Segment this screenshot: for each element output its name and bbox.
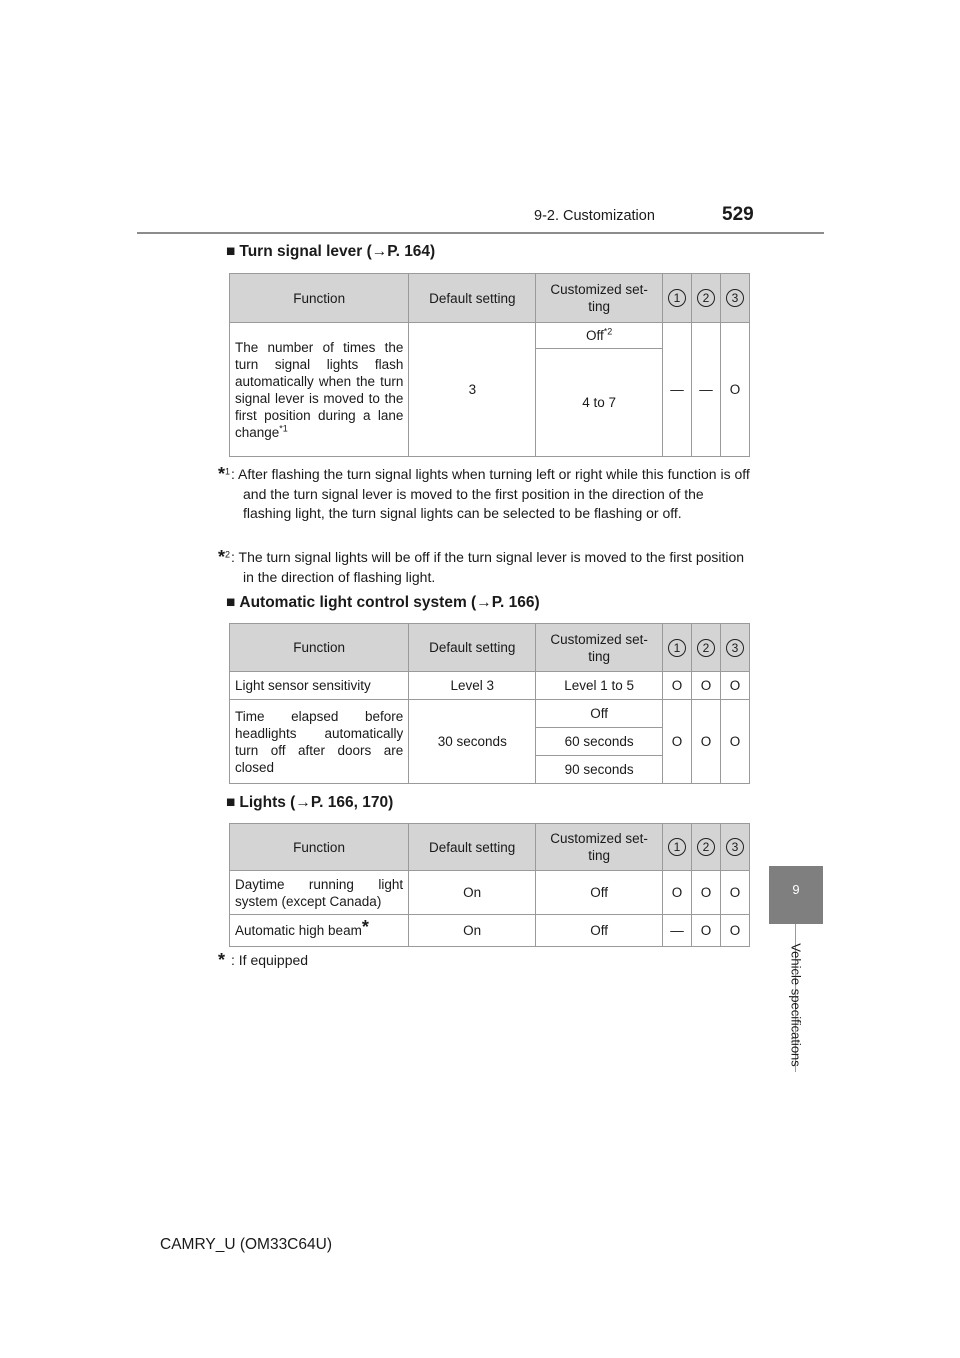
table-row bbox=[230, 915, 750, 947]
section-title-turn-signal: ■ Turn signal lever (→P. 164) bbox=[226, 243, 436, 260]
default-cell: Level 3 bbox=[409, 672, 536, 700]
chapter-number: 9 bbox=[792, 882, 800, 897]
function-cell: The number of times the turn signal lights flash automatically when the turn signal lever is moved to the first position during a lane change$^{*1}$ bbox=[230, 323, 409, 457]
chapter-label: Vehicle specifications bbox=[788, 943, 804, 1067]
header-function: Function bbox=[230, 824, 409, 871]
footnote-1: *$^1$ : After flashing the turn signal lights when turning left or right while this function is off and the turn signal lever is moved to the first position in the direction of the flashing light, the turn signal lights can be selected to be flashing or off. bbox=[218, 464, 750, 521]
table-header-row bbox=[230, 274, 750, 323]
header-customized-setting: Customized set- ting bbox=[536, 274, 663, 323]
header-method-1: 1 bbox=[662, 624, 691, 672]
option-cell: Off bbox=[536, 915, 663, 947]
method-cell: O bbox=[720, 672, 749, 700]
header-function: Function bbox=[230, 274, 409, 323]
method-cell: O bbox=[720, 915, 749, 947]
header-method-1: 1 bbox=[662, 274, 691, 323]
method-cell: O bbox=[662, 700, 691, 784]
function-cell: Daytime running light system (except Canada) bbox=[230, 871, 409, 915]
table-row bbox=[230, 672, 750, 700]
method-cell: O bbox=[662, 672, 691, 700]
table-header-row bbox=[230, 624, 750, 672]
footnote-if-equipped: * : If equipped bbox=[218, 950, 309, 970]
table-row bbox=[230, 323, 750, 349]
option-cell: Off bbox=[536, 871, 663, 915]
header-method-3: 3 bbox=[720, 624, 749, 672]
method-cell: O bbox=[691, 871, 720, 915]
option-cell: Off$^{*2}$ bbox=[536, 323, 663, 349]
header-function: Function bbox=[230, 624, 409, 672]
method-cell: O bbox=[691, 672, 720, 700]
method-cell: — bbox=[691, 323, 720, 457]
table-row bbox=[230, 871, 750, 915]
turn-signal-table bbox=[229, 273, 750, 457]
option-cell: Off bbox=[536, 700, 663, 728]
header-method-2: 2 bbox=[691, 824, 720, 871]
function-cell: Light sensor sensitivity bbox=[230, 672, 409, 700]
auto-light-table bbox=[229, 623, 750, 784]
table-header-row bbox=[230, 824, 750, 871]
header-default-setting: Default setting bbox=[409, 624, 536, 672]
header-customized-setting: Customized set- ting bbox=[536, 624, 663, 672]
method-cell: O bbox=[662, 871, 691, 915]
option-cell: 90 seconds bbox=[536, 756, 663, 784]
page-number: 529 bbox=[722, 204, 754, 225]
default-cell: On bbox=[409, 871, 536, 915]
default-cell: 30 seconds bbox=[409, 700, 536, 784]
lights-table bbox=[229, 823, 750, 947]
table-row bbox=[230, 700, 750, 728]
footnote-2: *$^2$ : The turn signal lights will be off if the turn signal lever is moved to the first position in the direction of flashing light. bbox=[218, 547, 745, 585]
default-cell: 3 bbox=[409, 323, 536, 457]
method-cell: O bbox=[691, 915, 720, 947]
default-cell: On bbox=[409, 915, 536, 947]
section-title-auto-light: ■ Automatic light control system (→P. 166) bbox=[226, 594, 540, 611]
header-default-setting: Default setting bbox=[409, 824, 536, 871]
method-cell: — bbox=[662, 323, 691, 457]
header-divider bbox=[137, 232, 824, 234]
method-cell: O bbox=[720, 700, 749, 784]
header-default-setting: Default setting bbox=[409, 274, 536, 323]
header-method-2: 2 bbox=[691, 274, 720, 323]
option-cell: 60 seconds bbox=[536, 728, 663, 756]
function-cell: Automatic high beam* bbox=[230, 915, 409, 947]
header-method-1: 1 bbox=[662, 824, 691, 871]
document-code: CAMRY_U (OM33C64U) bbox=[160, 1236, 332, 1253]
method-cell: O bbox=[720, 323, 749, 457]
header-method-3: 3 bbox=[720, 274, 749, 323]
header-method-3: 3 bbox=[720, 824, 749, 871]
option-cell: Level 1 to 5 bbox=[536, 672, 663, 700]
header-method-2: 2 bbox=[691, 624, 720, 672]
method-cell: O bbox=[720, 871, 749, 915]
section-title-lights: ■ Lights (→P. 166, 170) bbox=[226, 794, 394, 811]
header-customized-setting: Customized set- ting bbox=[536, 824, 663, 871]
function-cell: Time elapsed before headlights automatically turn off after doors are closed bbox=[230, 700, 409, 784]
method-cell: O bbox=[691, 700, 720, 784]
method-cell: — bbox=[662, 915, 691, 947]
option-cell: 4 to 7 bbox=[536, 349, 663, 457]
header-section-title: 9-2. Customization bbox=[534, 208, 655, 224]
